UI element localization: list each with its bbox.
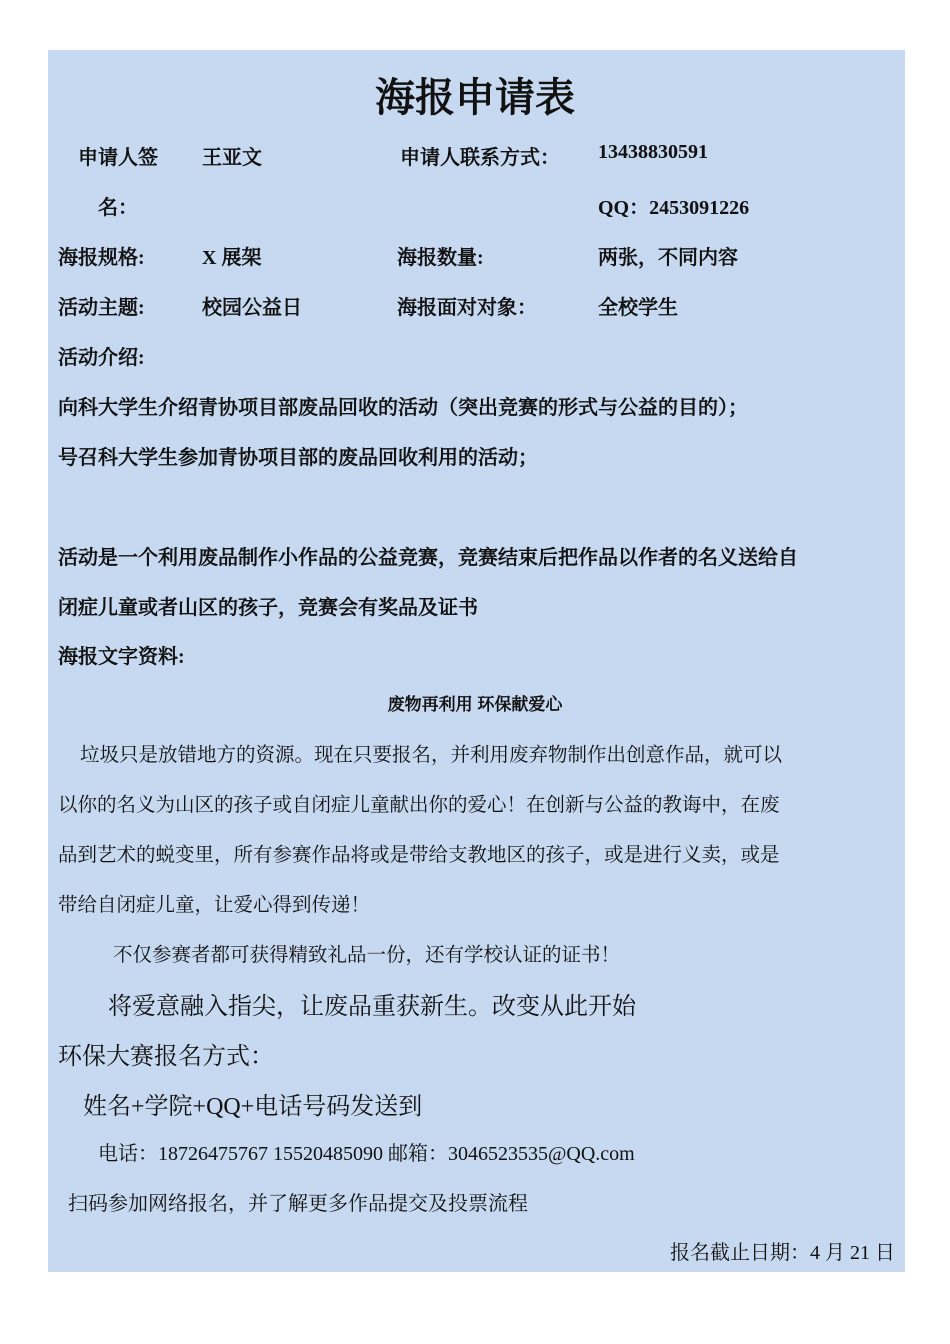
count-label: 海报数量: (397, 247, 484, 269)
theme-label: 活动主题: (58, 297, 145, 319)
deadline: 报名截止日期：4 月 21 日 (670, 1242, 895, 1264)
theme-value: 校园公益日 (202, 297, 302, 319)
contact-line: 电话：18726475767 15520485090 邮箱：3046523535@QQ.com (98, 1143, 635, 1165)
material-paragraph: 品到艺术的蜕变里，所有参赛作品将或是带给支教地区的孩子，或是进行义卖，或是 (58, 845, 780, 866)
material-label: 海报文字资料: (58, 646, 185, 668)
scan-line: 扫码参加网络报名，并了解更多作品提交及投票流程 (68, 1193, 528, 1215)
intro-label: 活动介绍: (58, 347, 145, 369)
spec-label: 海报规格: (58, 247, 145, 269)
material-paragraph: 带给自闭症儿童，让爱心得到传递！ (58, 895, 371, 916)
contact-label: 申请人联系方式： (400, 147, 560, 169)
applicant-name-value: 王亚文 (202, 147, 262, 169)
intro-line: 闭症儿童或者山区的孩子，竞赛会有奖品及证书 (58, 597, 478, 619)
signup-method: 姓名+学院+QQ+电话号码发送到 (83, 1094, 423, 1120)
phone-value: 13438830591 (598, 141, 708, 163)
count-value: 两张，不同内容 (598, 247, 738, 269)
intro-line: 活动是一个利用废品制作小作品的公益竞赛，竞赛结束后把作品以作者的名义送给自 (58, 547, 798, 569)
page-title: 海报申请表 (375, 75, 575, 120)
material-paragraph: 不仅参赛者都可获得精致礼品一份，还有学校认证的证书！ (113, 945, 621, 966)
audience-value: 全校学生 (598, 297, 678, 319)
material-paragraph: 垃圾只是放错地方的资源。现在只要报名，并利用废弃物制作出创意作品，就可以 (80, 745, 783, 766)
intro-line: 号召科大学生参加青协项目部的废品回收利用的活动； (58, 447, 538, 469)
intro-line: 向科大学生介绍青协项目部废品回收的活动（突出竞赛的形式与公益的目的）； (58, 397, 748, 419)
applicant-name-label-cont: 名： (98, 197, 138, 219)
poster-headline: 废物再利用 环保献爱心 (387, 695, 563, 714)
qq-value: QQ：2453091226 (598, 197, 750, 219)
audience-label: 海报面对对象： (397, 297, 537, 319)
spec-value: X 展架 (202, 247, 262, 269)
slogan: 将爱意融入指尖，让废品重获新生。改变从此开始 (108, 994, 636, 1020)
signup-label: 环保大赛报名方式： (58, 1044, 274, 1070)
applicant-name-label: 申请人签 (78, 147, 158, 169)
material-paragraph: 以你的名义为山区的孩子或自闭症儿童献出你的爱心！在创新与公益的教诲中，在废 (58, 795, 780, 816)
